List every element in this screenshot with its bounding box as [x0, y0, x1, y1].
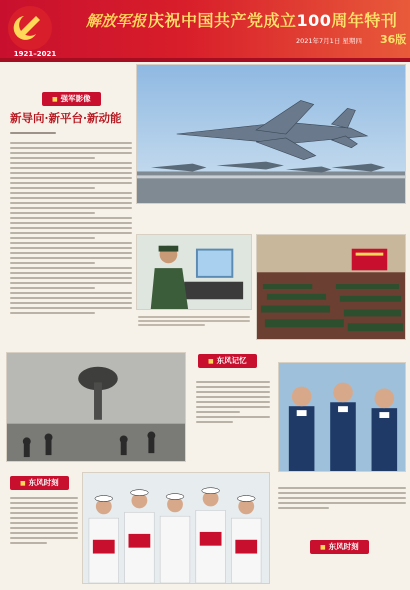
sailors-certificates-photo [82, 472, 270, 584]
moment-left-text [10, 494, 78, 574]
section-tag-memory: ■ 东风记忆 [198, 354, 257, 368]
memory-text [196, 378, 270, 450]
paper-name: 解放军报 [86, 12, 147, 30]
article-byline [10, 132, 132, 134]
article-headline: 新导向·新平台·新动能 [10, 111, 122, 125]
article-column [10, 110, 132, 324]
moment-right-text [278, 484, 406, 528]
section-tag-top: ■ 强军影像 [42, 92, 101, 106]
party-emblem-icon [6, 4, 54, 52]
astronauts-salute-photo [278, 362, 406, 472]
masthead-title [148, 8, 397, 31]
title-prefix: 庆祝中国共产党成立 [148, 11, 297, 30]
masthead [0, 0, 410, 62]
title-number: 100 [296, 11, 332, 30]
assembly-hall-photo [256, 234, 406, 340]
masthead-divider [0, 58, 410, 62]
year-range: 1921–2021 [13, 50, 57, 58]
title-suffix: 周年特刊 [331, 11, 398, 30]
section-tag-moment-left: ■ 东风时刻 [10, 476, 69, 490]
page-number: 36版 [380, 33, 407, 46]
section-tag-moment-right: ■ 东风时刻 [310, 540, 369, 554]
fighter-jets-carrier-photo [136, 64, 406, 204]
soldier-computer-photo [136, 234, 252, 310]
date-line: 2021年7月1日 星期四 [296, 37, 362, 45]
soldier-photo-caption [138, 314, 250, 328]
nuclear-test-photo [6, 352, 186, 462]
article-body [10, 142, 132, 314]
